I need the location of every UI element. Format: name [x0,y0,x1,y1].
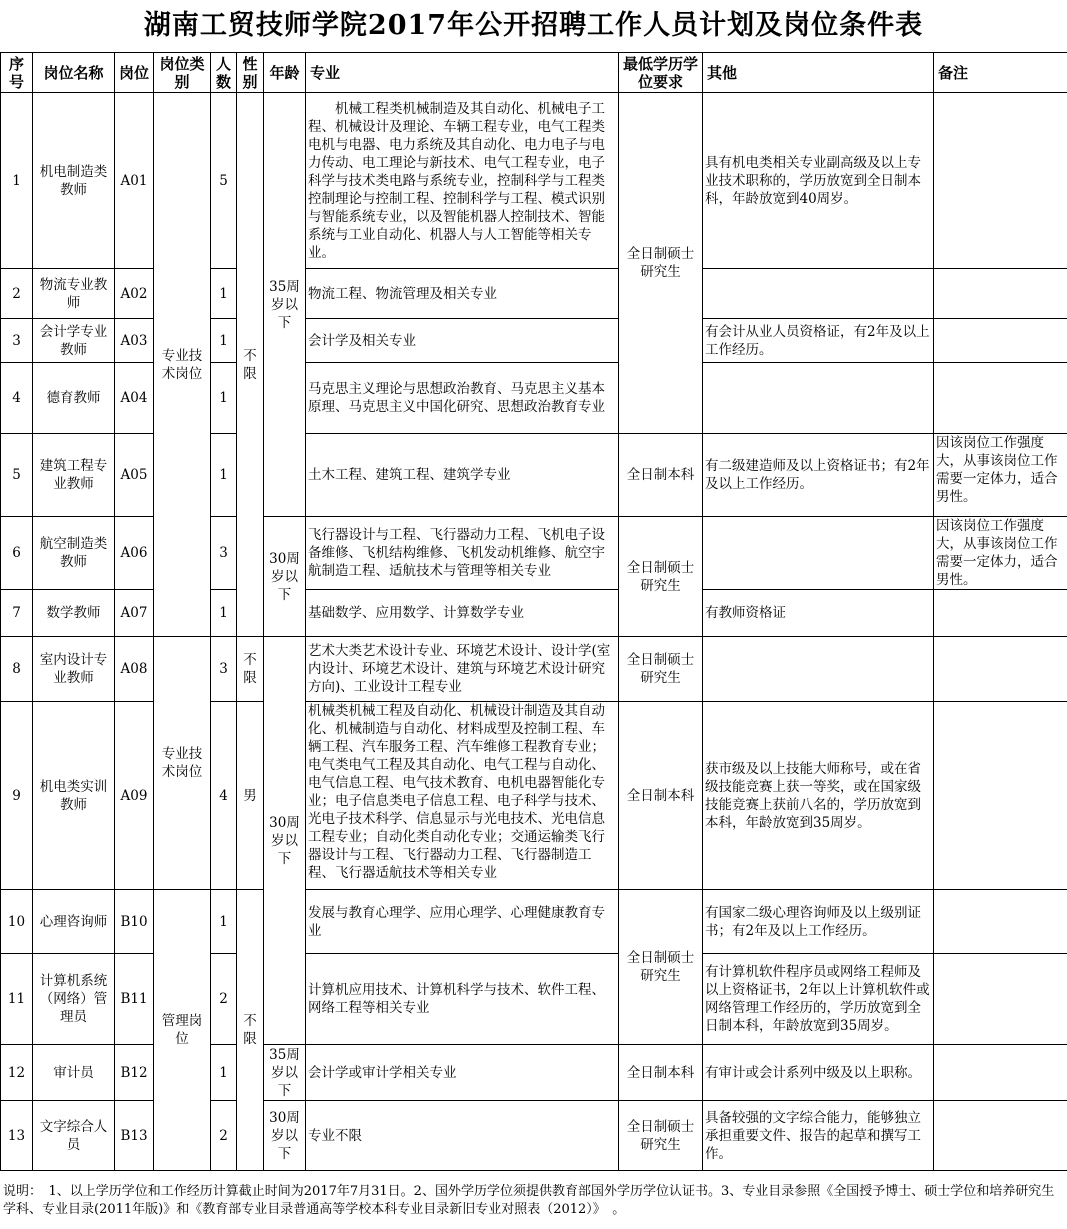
remark-cell [934,1101,1067,1171]
header-sex: 性别 [237,53,264,93]
seq-cell: 6 [1,517,33,590]
header-edu: 最低学历学位要求 [619,53,703,93]
name-cell: 审计员 [33,1045,115,1101]
header-remark: 备注 [934,53,1067,93]
remark-cell [934,1045,1067,1101]
num-cell: 3 [211,517,237,590]
code-cell: A03 [115,319,154,363]
code-cell: A01 [115,93,154,269]
num-cell: 1 [211,319,237,363]
age-cell: 35周岁以下 [264,1045,306,1101]
name-cell: 机电制造类教师 [33,93,115,269]
table-row [1,637,1067,702]
edu-cell: 全日制本科 [619,1045,703,1101]
major-cell: 机械工程类机械制造及其自动化、机械电子工程、机械设计及理论、车辆工程专业，电气工程类电机与电器、电力系统及其自动化、电力电子与电力传动、电工理论与新技术、电气工程专业，电子科学与技术类电路与系统专业，控制科学与工程类控制理论与控制工程、控制科学与工程、模式识别与智能系统专业，以及智能机器人控制技术、智能系统与工业自动化、机器人与人工智能等相关专业。 [306,93,619,269]
num-cell: 2 [211,954,237,1045]
seq-cell: 8 [1,637,33,702]
edu-cell: 全日制硕士研究生 [619,890,703,1045]
major-cell: 飞行器设计与工程、飞行器动力工程、飞机电子设备维修、飞机结构维修、飞机发动机维修、航空宇航制造工程、适航技术与管理等相关专业 [306,517,619,590]
other-cell: 有国家二级心理咨询师及以上级别证书；有2年及以上工作经历。 [703,890,934,954]
other-cell: 获市级及以上技能大师称号，或在省级技能竞赛上获一等奖，或在国家级技能竞赛上获前八名的，学历放宽到本科，年龄放宽到35周岁。 [703,702,934,890]
sex-cell: 不限 [237,637,264,702]
category-cell: 管理岗位 [154,890,211,1171]
age-cell: 30周岁以下 [264,517,306,637]
seq-cell: 12 [1,1045,33,1101]
header-num: 人数 [211,53,237,93]
name-cell: 德育教师 [33,363,115,434]
major-cell: 发展与教育心理学、应用心理学、心理健康教育专业 [306,890,619,954]
sex-cell: 不限 [237,93,264,637]
category-cell: 专业技术岗位 [154,637,211,890]
remark-cell [934,702,1067,890]
code-cell: A05 [115,434,154,517]
code-cell: B12 [115,1045,154,1101]
code-cell: A09 [115,702,154,890]
seq-cell: 11 [1,954,33,1045]
age-cell: 30周岁以下 [264,1101,306,1171]
header-row [1,53,1067,93]
num-cell: 1 [211,1045,237,1101]
seq-cell: 2 [1,269,33,319]
header-seq: 序号 [1,53,33,93]
edu-cell: 全日制硕士研究生 [619,1101,703,1171]
remark-cell [934,363,1067,434]
seq-cell: 5 [1,434,33,517]
remark-cell [934,93,1067,269]
name-cell: 文字综合人员 [33,1101,115,1171]
seq-cell: 1 [1,93,33,269]
remark-cell [934,590,1067,637]
category-cell: 专业技术岗位 [154,93,211,637]
edu-cell: 全日制硕士研究生 [619,517,703,637]
remark-cell [934,890,1067,954]
header-age: 年龄 [264,53,306,93]
major-cell: 土木工程、建筑工程、建筑学专业 [306,434,619,517]
remark-cell [934,319,1067,363]
seq-cell: 9 [1,702,33,890]
name-cell: 物流专业教师 [33,269,115,319]
name-cell: 计算机系统（网络）管理员 [33,954,115,1045]
major-cell: 艺术大类艺术设计专业、环境艺术设计、设计学(室内设计、环境艺术设计、建筑与环境艺术设计研究方向)、工业设计工程专业 [306,637,619,702]
num-cell: 3 [211,637,237,702]
seq-cell: 3 [1,319,33,363]
other-cell: 有教师资格证 [703,590,934,637]
major-cell: 马克思主义理论与思想政治教育、马克思主义基本原理、马克思主义中国化研究、思想政治教育专业 [306,363,619,434]
remark-cell: 因该岗位工作强度大，从事该岗位工作需要一定体力，适合男性。 [934,434,1067,517]
header-other: 其他 [703,53,934,93]
other-cell [703,269,934,319]
name-cell: 机电类实训教师 [33,702,115,890]
header-major: 专业 [306,53,619,93]
num-cell: 1 [211,590,237,637]
code-cell: B10 [115,890,154,954]
seq-cell: 4 [1,363,33,434]
header-name: 岗位名称 [33,53,115,93]
edu-cell: 全日制本科 [619,702,703,890]
table-row [1,890,1067,954]
name-cell: 建筑工程专业教师 [33,434,115,517]
age-cell: 30周岁以下 [264,637,306,1045]
other-cell: 有审计或会计系列中级及以上职称。 [703,1045,934,1101]
other-cell: 有二级建造师及以上资格证书；有2年及以上工作经历。 [703,434,934,517]
name-cell: 数学教师 [33,590,115,637]
page-title: 湖南工贸技师学院2017年公开招聘工作人员计划及岗位条件表 [143,10,924,41]
other-cell: 具备较强的文字综合能力，能够独立承担重要文件、报告的起草和撰写工作。 [703,1101,934,1171]
code-cell: B11 [115,954,154,1045]
header-cat: 岗位类别 [154,53,211,93]
num-cell: 1 [211,269,237,319]
code-cell: A06 [115,517,154,590]
code-cell: A07 [115,590,154,637]
code-cell: A04 [115,363,154,434]
age-cell: 35周岁以下 [264,93,306,517]
num-cell: 1 [211,434,237,517]
num-cell: 2 [211,1101,237,1171]
edu-cell: 全日制硕士研究生 [619,637,703,702]
sex-cell: 不限 [237,890,264,1171]
recruitment-table [0,52,1067,1171]
name-cell: 会计学专业教师 [33,319,115,363]
other-cell: 具有机电类相关专业副高级及以上专业技术职称的，学历放宽到全日制本科，年龄放宽到40周岁。 [703,93,934,269]
other-cell: 有计算机软件程序员或网络工程师及以上资格证书，2年以上计算机软件或网络管理工作经历的，学历放宽到全日制本科，年龄放宽到35周岁。 [703,954,934,1045]
sex-cell: 男 [237,702,264,890]
other-cell [703,517,934,590]
major-cell: 专业不限 [306,1101,619,1171]
other-cell [703,637,934,702]
name-cell: 室内设计专业教师 [33,637,115,702]
major-cell: 物流工程、物流管理及相关专业 [306,269,619,319]
major-cell: 会计学或审计学相关专业 [306,1045,619,1101]
footnote: 说明： 1、以上学历学位和工作经历计算截止时间为2017年7月31日。2、国外学历学位须提供教育部国外学历学位认证书。3、专业目录参照《全国授予博士、硕士学位和培养研究生学科、专业目录(2011年版)》和《教育部专业目录普通高等学校本科专业目录新旧专业对照表（2012）》 。 [3,1184,1055,1217]
name-cell: 航空制造类教师 [33,517,115,590]
other-cell: 有会计从业人员资格证，有2年及以上工作经历。 [703,319,934,363]
major-cell: 基础数学、应用数学、计算数学专业 [306,590,619,637]
code-cell: B13 [115,1101,154,1171]
major-cell: 计算机应用技术、计算机科学与技术、软件工程、网络工程等相关专业 [306,954,619,1045]
code-cell: A02 [115,269,154,319]
num-cell: 1 [211,363,237,434]
edu-cell: 全日制硕士研究生 [619,93,703,434]
remark-cell [934,954,1067,1045]
name-cell: 心理咨询师 [33,890,115,954]
num-cell: 5 [211,93,237,269]
table-row [1,93,1067,269]
major-cell: 机械类机械工程及自动化、机械设计制造及其自动化、机械制造与自动化、材料成型及控制工程、车辆工程、汽车服务工程、汽车维修工程教育专业；电气类电气工程及其自动化、电气工程与自动化、电气信息工程、电气技术教育、电机电器智能化专业；电子信息类电子信息工程、电子科学与技术、光电子技术科学、信息显示与光电技术、光电信息工程专业；自动化类自动化专业；交通运输类飞行器设计与工程、飞行器动力工程、飞行器制造工程、飞行器适航技术等相关专业 [306,702,619,890]
code-cell: A08 [115,637,154,702]
seq-cell: 10 [1,890,33,954]
seq-cell: 13 [1,1101,33,1171]
other-cell [703,363,934,434]
seq-cell: 7 [1,590,33,637]
remark-cell [934,637,1067,702]
edu-cell: 全日制本科 [619,434,703,517]
num-cell: 1 [211,890,237,954]
header-code: 岗位 [115,53,154,93]
remark-cell [934,269,1067,319]
num-cell: 4 [211,702,237,890]
remark-cell: 因该岗位工作强度大，从事该岗位工作需要一定体力，适合男性。 [934,517,1067,590]
major-cell: 会计学及相关专业 [306,319,619,363]
